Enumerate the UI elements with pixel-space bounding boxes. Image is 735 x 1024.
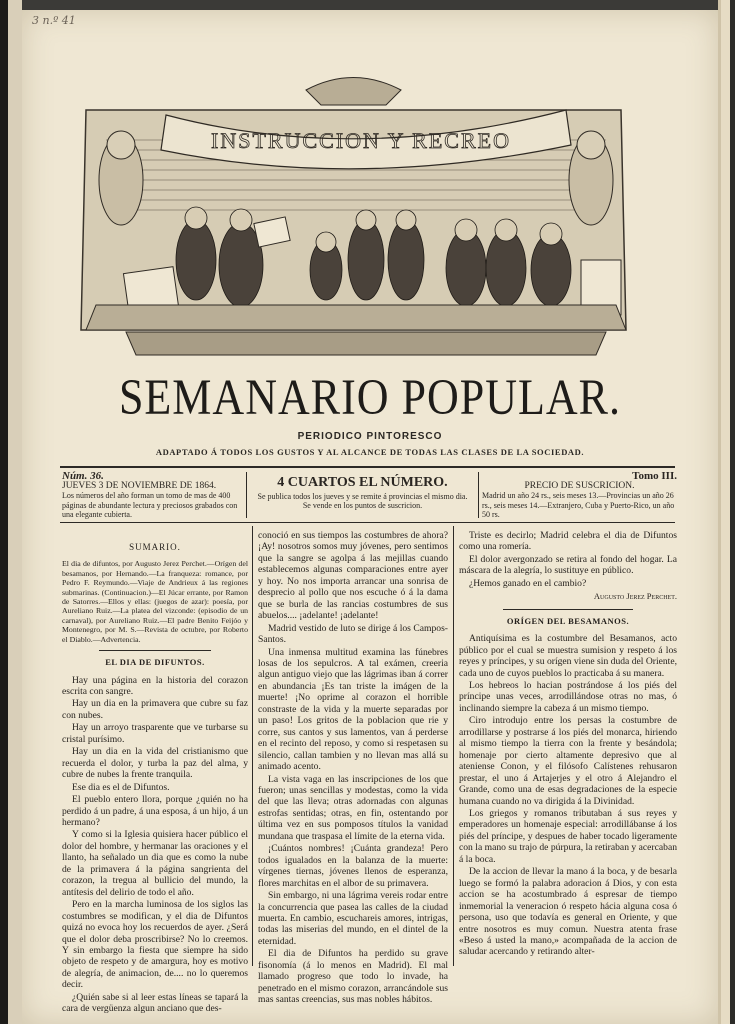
paragraph: Antiquísima es la costumbre del Besamanos, acto público por el cual se muestra sumision y respeto á los reyes y príncipes, y su orígen viene sin duda del Oriente, cada uno de cuyos pueblos lo practicaba á su manera. <box>459 633 677 679</box>
paragraph: El dia de Difuntos ha perdido su grave fisonomía (á lo menos en Madrid). El mal llamado progreso que todo lo invade, ha penetrado en el mismo corazon, arrancándole sus mas santas creencias, sus mas nobles hábitos. <box>258 948 448 1006</box>
paragraph: Sin embargo, ni una lágrima vereis rodar entre la concurrencia que pasea las calles de la ciudad muerta. En cambio, escuchareis amores, intrigas, todas las miserias del mundo, en el dintel de la eternidad. <box>258 890 448 947</box>
subscription-info <box>482 472 677 520</box>
subscription-title: PRECIO DE SUSCRICION. <box>524 480 635 491</box>
paragraph: Los griegos y romanos tributaban á sus reyes y emperadores un homenaje especial: arrodillábanse á los piés del príncipe, y despues de haber tocado ligeramente con la mano su trajo de púrpura, la retiraban y acercaban á la boca. <box>459 807 677 865</box>
info-rule <box>60 522 675 523</box>
price-note-1: Se publica todos los jueves y se remite á provincias el mismo dia. <box>257 491 468 501</box>
summary-title: SUMARIO. <box>129 542 181 552</box>
subscription-text: Madrid un año 24 rs., seis meses 13.—Provincias un año 26 rs., seis meses 14.—Extranjero, Cuba y Puerto-Rico, un año 50 rs. <box>482 491 675 519</box>
column-3 <box>459 530 677 959</box>
article-rule <box>503 609 634 610</box>
issue-info <box>62 472 242 520</box>
banner-text: INSTRUCCION Y RECREO <box>211 128 511 153</box>
issue-date: JUEVES 3 DE NOVIEMBRE DE 1864. <box>62 480 217 491</box>
paragraph: conoció en sus tiempos las costumbres de ahora? ¡Ay! nosotros somos muy jóvenes, pero sentimos que la sangre se agolpa á las mejillas cuando establecemos algunas comparaciones entre ayer y hoy. No nos importa arrancar una sonrisa de desprecio al pollo que nos escuche ó á la dama que se burla de las rancias costumbres de sus abuelos.... ¡adelante! ¡adelante! <box>258 530 448 622</box>
masthead-title: SEMANARIO POPULAR. <box>118 369 622 426</box>
paragraph: Triste es decirlo; Madrid celebra el dia de Difuntos como una romería. <box>459 530 677 553</box>
article-title: ORÍGEN DEL BESAMANOS. <box>506 615 630 626</box>
book-edge-right <box>718 0 735 1024</box>
paragraph: Ciro introdujo entre los persas la costumbre de arrodillarse y postrarse á los piés del monarca, hiriendo al mismo tiempo la tierra con la frente y besándola; homenaje por cierto altamente depresivo que al ateniense Conon, y el filósofo Calístenes rehusaron prestar, el uno á Artajerjes y el otro á Alejandro el Grande, como una de esas degradaciones de la especie humana cuando no va dirigida á la Divinidad. <box>459 715 677 807</box>
masthead-subtitle: PERIODICO PINTORESCO <box>297 431 443 442</box>
info-divider-2 <box>478 472 479 518</box>
paragraph: Una inmensa multitud examina las fúnebres losas de los sepulcros. A tal exámen, creeria algun antiguo viejo que las lágrimas iban á correr en abundancia ¡Es tan triste la imágen de la muerte! ¡No oprime al corazon el horrible constraste de la vida y la muerte separadas por un paso! Los gritos de la poblacion que rie y corre, sus cantos y sus lamentos, van á perderse en el recinto del reposo, y como si respetasen su silencio, callan tambien y no llevan mas allá su animado acento. <box>258 646 448 773</box>
paragraph: El dolor avergonzado se retira al fondo del hogar. La máscara de la alegría, lo sustituye en público. <box>459 553 677 577</box>
paragraph: El pueblo entero llora, porque ¿quién no ha perdido á un padre, á una esposa, á un hijo, á un hermano? <box>62 794 248 828</box>
info-divider-1 <box>246 472 247 518</box>
paragraph: ¿Quién sabe si al leer estas líneas se tapará la cara de vergüenza algun anciano que des- <box>62 991 248 1015</box>
column-2 <box>258 530 448 1007</box>
paragraph: ¡Cuántos nombres! ¡Cuánta grandeza! Pero todos igualados en la balanza de la muerte: vírgenes tiernas, jóvenes llenos de esperanza, flores marchitas en el albor de su primavera. <box>258 843 448 889</box>
book-spine-left <box>0 0 22 1024</box>
column-divider-2 <box>453 526 454 966</box>
price-info <box>250 472 475 511</box>
paragraph: Y como si la Iglesia quisiera hacer público el dolor del hombre, y hermanar las oraciones y el llanto, ha señalado un dia que es como la nube de la primavera á la página sangrienta del corazon, la tregua al bullicio del mundo, la antítesis del delirio de todo el año. <box>62 829 248 898</box>
paragraph: Hay un dia en la vida del cristianismo que recuerda el dolor, y turba la paz del alma, y cubre de nubes la frente tranquila. <box>62 746 248 781</box>
paragraph: Hay una página en la historia del corazon escrita con sangre. <box>62 674 248 698</box>
paragraph: Ese dia es el de Difuntos. <box>72 781 170 793</box>
column-divider-1 <box>252 526 253 966</box>
article-title: EL DIA DE DIFUNTOS. <box>105 657 205 668</box>
issue-number: Núm. 36. <box>62 470 104 482</box>
newspaper-page <box>22 10 718 1024</box>
paragraph: Madrid vestido de luto se dirige á los Campos-Santos. <box>258 622 448 646</box>
paragraph: Pero en la marcha luminosa de los siglos las costumbres se modifican, y el dia de Difuntos quizá no evoca hoy los recuerdos de ayer. ¿Será que el dolor deba proscribirse? No lo creemos. Y sin embargo la fiesta que siempre ha sido objeto de respeto y de amargura, hoy es motivo de alegría, de animacion, de.... no lo queremos decir. <box>62 899 248 991</box>
volume-label: Tomo III. <box>632 470 677 482</box>
folio-note: 3 n.º 41 <box>32 14 76 27</box>
summary-text: El dia de difuntos, por Augusto Jerez Perchet.—Orígen del besamanos, por Hernando.—La franqueza: romance, por Pedro F. Reymundo.—Viaje de Andrieux á las regiones submarinas. (Continuacion.)—El Júcar errante, por Ramon de Satorres.—Ellos y ellas: (juegos de azar): poesía, por Aureliano Ruiz.—La platea del vizconde: (episodio de un carnaval), por Aureliano Ruiz.—El padre Benito Feijóo y Montenegro, por M. S.—Revista de octubre, por Roberto el Diablo.—Advertencia. <box>62 559 248 644</box>
paragraph: Hay un arroyo trasparente que ve turbarse su cristal purísimo. <box>62 722 248 745</box>
price-label: 4 CUARTOS EL NÚMERO. <box>277 475 448 490</box>
column-1 <box>62 530 248 1016</box>
summary-rule <box>99 650 211 651</box>
masthead-motto: ADAPTADO Á TODOS LOS GUSTOS Y AL ALCANCE DE TODAS LAS CLASES DE LA SOCIEDAD. <box>155 447 585 457</box>
paragraph: Los hebreos lo hacian postrándose á los piés del príncipe unas veces, arrodillándose otras no mas, ó inclinando siempre la cabeza á un mismo tiempo. <box>459 679 677 714</box>
price-note-2: Se vende en los puntos de suscricion. <box>302 501 423 510</box>
paragraph: De la accion de llevar la mano á la boca, y de besarla luego se formó la palabra adoracion á Dios, y con esta accion se ha acostumbrado á espresar de tiempo inmemorial la veneracion ó respeto hácia alguna cosa ó persona, uso que todavía es general en Oriente, y que entre nosotros es muy comun. Nuestra atenta frase «Beso á usted la mano,» acompañada de la accion de saludar acercando y retirando alter- <box>459 866 677 958</box>
paragraph: ¿Hemos ganado en el cambio? <box>469 577 587 589</box>
issue-note: Los números del año forman un tomo de mas de 400 páginas de abundante lectura y preciosos grabados con una elegante cubierta. <box>62 491 238 519</box>
paragraph: La vista vaga en las inscripciones de los que fueron; unas sencillas y modestas, como la vida del que las lleva; otras adornadas con algunas estrofas sentidas; otras, en fin, ostentando por última vez en sus pomposos títulos la vanidad mundana que traspasa el límite de la eterna vida. <box>258 773 448 842</box>
paragraph: Hay un dia en la primavera que cubre su faz con nubes. <box>62 698 248 721</box>
signature: Augusto Jerez Perchet. <box>593 591 677 602</box>
header-engraving <box>66 70 641 365</box>
top-rule <box>60 466 675 468</box>
